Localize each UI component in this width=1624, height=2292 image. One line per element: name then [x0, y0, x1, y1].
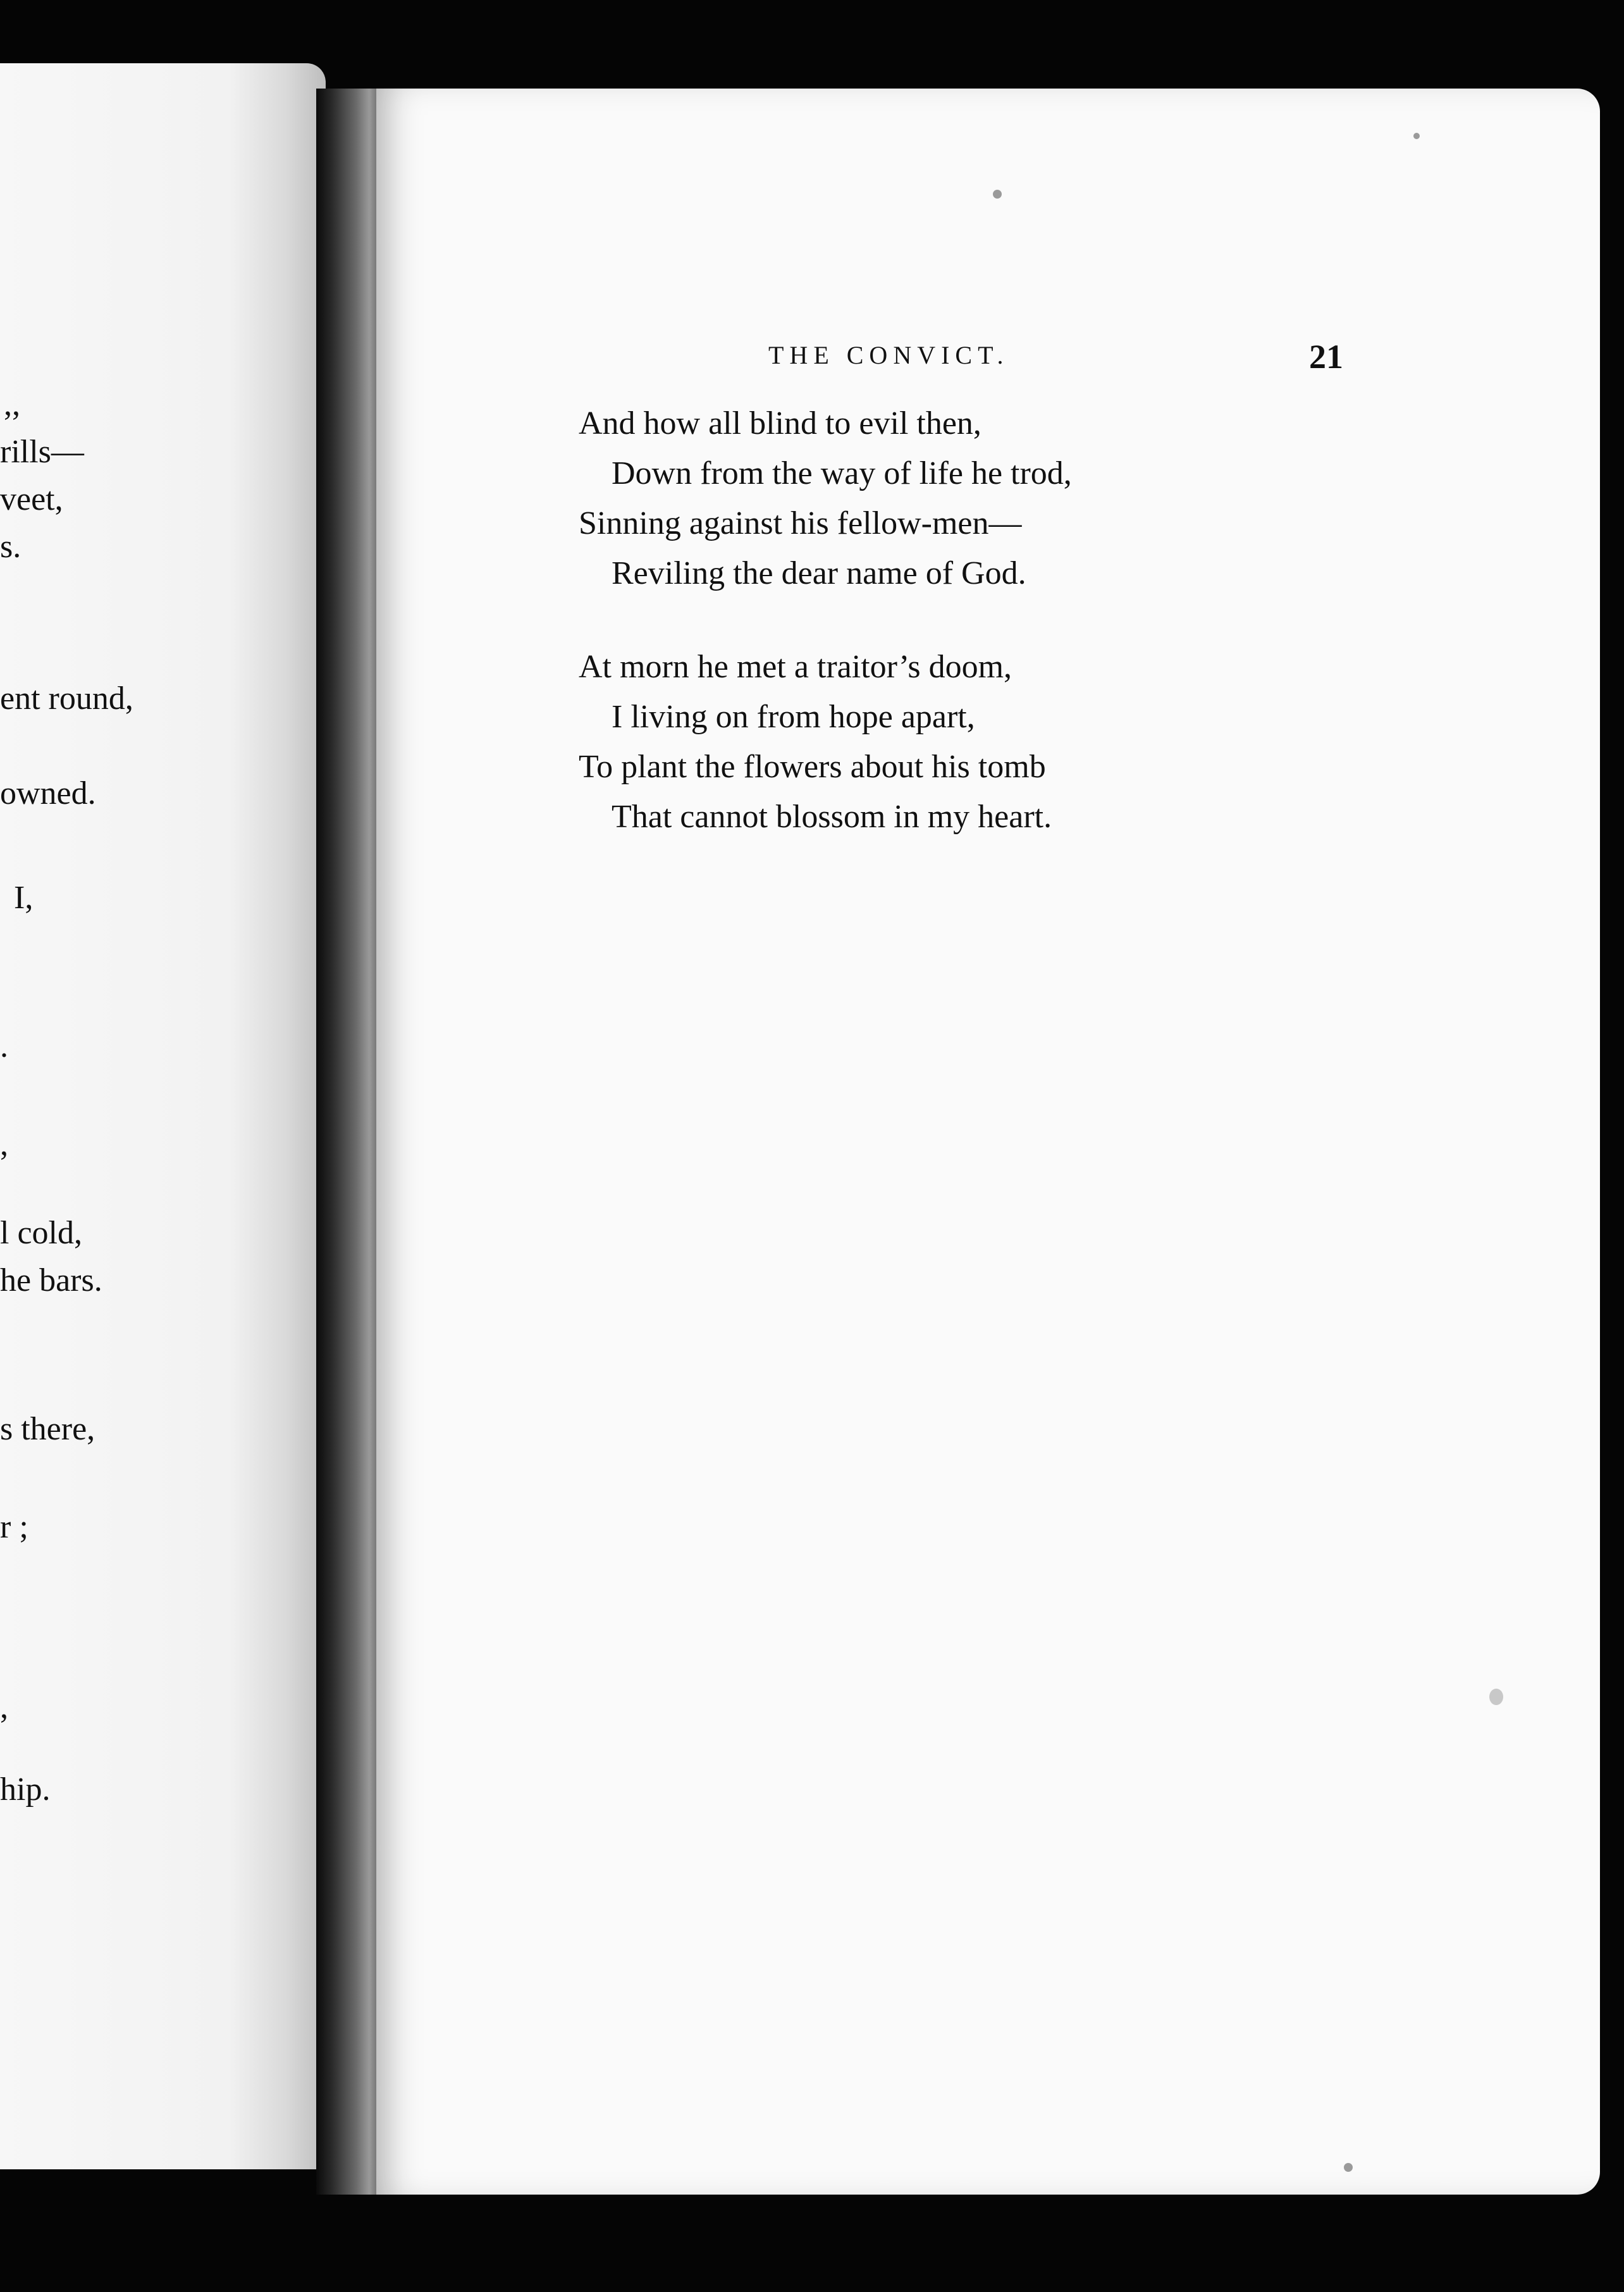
- poem-line: Down from the way of life he trod,: [612, 455, 1072, 491]
- paper-speck: [993, 190, 1002, 199]
- previous-page-fragment: I,: [14, 880, 34, 916]
- poem-stanza-2: [579, 642, 1052, 842]
- poem-line: And how all blind to evil then,: [579, 405, 981, 441]
- previous-page-fragment: ,,: [4, 386, 20, 422]
- previous-page-fragment: ,: [0, 1126, 8, 1162]
- previous-page-fragment: rills—: [0, 434, 84, 470]
- previous-page-fragment: .: [0, 1028, 8, 1064]
- previous-page: [0, 63, 326, 2169]
- previous-page-fragment: veet,: [0, 481, 63, 517]
- previous-page-fragment: r ;: [0, 1509, 28, 1545]
- previous-page-fragment: ,: [0, 1689, 8, 1725]
- running-head: THE CONVICT.: [768, 341, 1009, 369]
- poem-line: That cannot blossom in my heart.: [612, 799, 1052, 835]
- previous-page-fragment: s.: [0, 529, 22, 565]
- previous-page-fragment: hip.: [0, 1771, 51, 1808]
- poem-line: At morn he met a traitor’s doom,: [579, 649, 1012, 685]
- previous-page-fragment: l cold,: [0, 1215, 82, 1251]
- poem-line: Sinning against his fellow-men—: [579, 505, 1022, 541]
- paper-speck: [1489, 1689, 1503, 1705]
- previous-page-fragment: ent round,: [0, 681, 133, 717]
- poem-stanza-1: [579, 398, 1072, 598]
- previous-page-fragment: s there,: [0, 1411, 95, 1447]
- poem-line: To plant the flowers about his tomb: [579, 749, 1046, 785]
- paper-speck: [1344, 2163, 1353, 2172]
- poem-line: Reviling the dear name of God.: [612, 555, 1026, 591]
- poem-line: I living on from hope apart,: [612, 699, 975, 735]
- page-number: 21: [1309, 338, 1343, 376]
- previous-page-fragment: he bars.: [0, 1262, 102, 1298]
- previous-page-fragment: owned.: [0, 775, 96, 811]
- paper-speck: [1413, 133, 1420, 139]
